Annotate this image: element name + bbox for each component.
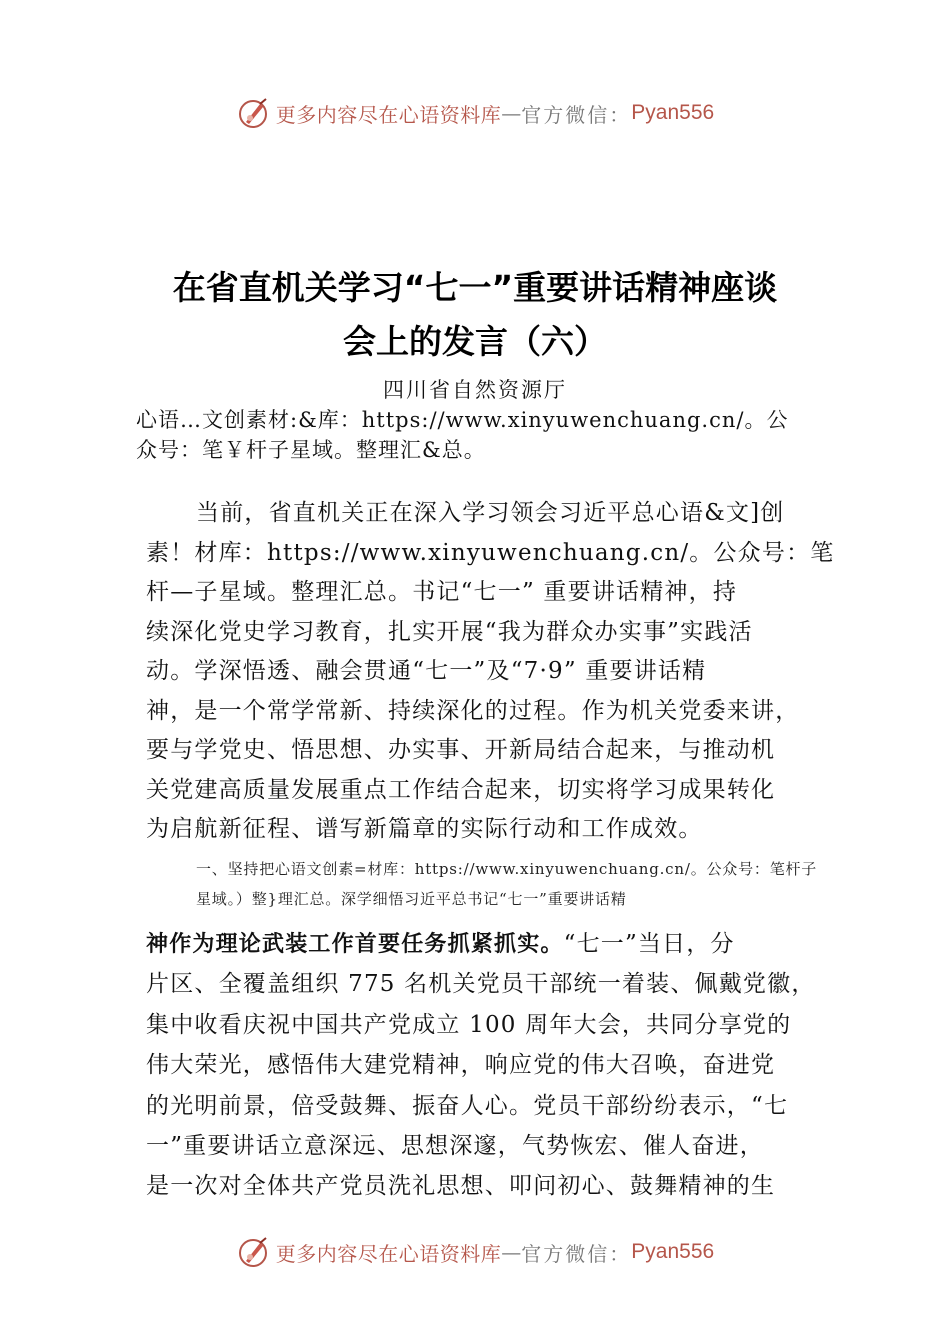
source-line-1: 心语…文创素材:&库：https://www.xinyuwenchuang.cn/。公 xyxy=(136,408,789,432)
section-heading-bold: 神作为理论武装工作首要任务抓紧抓实。 xyxy=(146,932,564,957)
document-title-line-2: 会上的发言（六） xyxy=(343,322,607,361)
banner-wechat-label: 官方微信： xyxy=(521,102,632,127)
banner-text: 更多内容尽在心语资料库 xyxy=(275,102,502,127)
header-banner xyxy=(0,93,950,133)
note-line-2: 星域。）整}理汇总。深学细悟习近平总书记“七一”重要讲话精 xyxy=(196,890,627,908)
paragraph-1-line: 动。学深悟透、融会贯通“七一”及“7·9” 重要讲话精 xyxy=(146,658,707,684)
paragraph-1-line: 关党建高质量发展重点工作结合起来，切实将学习成果转化 xyxy=(146,777,776,803)
note-line-1: 一、坚持把心语文创素=材库：https://www.xinyuwenchuang.cn/。公众号：笔杆子 xyxy=(196,860,818,878)
paragraph-2-first-line xyxy=(146,925,735,958)
quill-logo-icon xyxy=(236,1235,270,1269)
paragraph-2-line: 伟大荣光，感悟伟大建党精神，响应党的伟大召唤，奋进党 xyxy=(146,1052,776,1078)
paragraph-2-line: 片区、全覆盖组织 775 名机关党员干部统一着装、佩戴党徽， xyxy=(146,971,816,997)
source-line-2: 众号：笔￥杆子星域。整理汇&总。 xyxy=(136,438,486,462)
paragraph-1-line: 续深化党史学习教育，扎实开展“我为群众办实事”实践活 xyxy=(146,619,753,645)
paragraph-2-first-line-rest: “七一”当日，分 xyxy=(563,931,735,957)
banner-wechat-label: 官方微信： xyxy=(521,1241,632,1266)
banner-text: 更多内容尽在心语资料库 xyxy=(275,1241,502,1266)
banner-separator: — xyxy=(501,101,522,125)
paragraph-1-line: 要与学党史、悟思想、办实事、开新局结合起来，与推动机 xyxy=(146,737,776,763)
footer-banner xyxy=(0,1232,950,1272)
paragraph-1-line: 当前，省直机关正在深入学习领会习近平总心语&文]创 xyxy=(196,500,785,526)
banner-wechat-id: Pyan556 xyxy=(631,101,715,124)
paragraph-1-line: 为启航新征程、谱写新篇章的实际行动和工作成效。 xyxy=(146,816,703,842)
paragraph-2-line: 一”重要讲话立意深远、思想深邃，气势恢宏、催人奋进， xyxy=(146,1133,764,1159)
paragraph-2-line: 的光明前景，倍受鼓舞、振奋人心。党员干部纷纷表示，“七 xyxy=(146,1093,789,1119)
document-author: 四川省自然资源厅 xyxy=(383,378,567,402)
quill-logo-icon xyxy=(236,96,270,130)
document-title-line-1: 在省直机关学习“七一”重要讲话精神座谈 xyxy=(172,268,778,307)
banner-separator: — xyxy=(501,1240,522,1264)
paragraph-2-line: 是一次对全体共产党员洗礼思想、叩问初心、鼓舞精神的生 xyxy=(146,1173,776,1199)
banner-wechat-id: Pyan556 xyxy=(631,1240,715,1263)
paragraph-1-line: 杆—子星域。整理汇总。书记“七一” 重要讲话精神，持 xyxy=(146,579,738,605)
paragraph-1-line: 素！材库：https://www.xinyuwenchuang.cn/。公众号：笔 xyxy=(146,540,835,566)
paragraph-2-line: 集中收看庆祝中国共产党成立 100 周年大会，共同分享党的 xyxy=(146,1012,792,1038)
paragraph-1-line: 神，是一个常学常新、持续深化的过程。作为机关党委来讲， xyxy=(146,698,800,724)
